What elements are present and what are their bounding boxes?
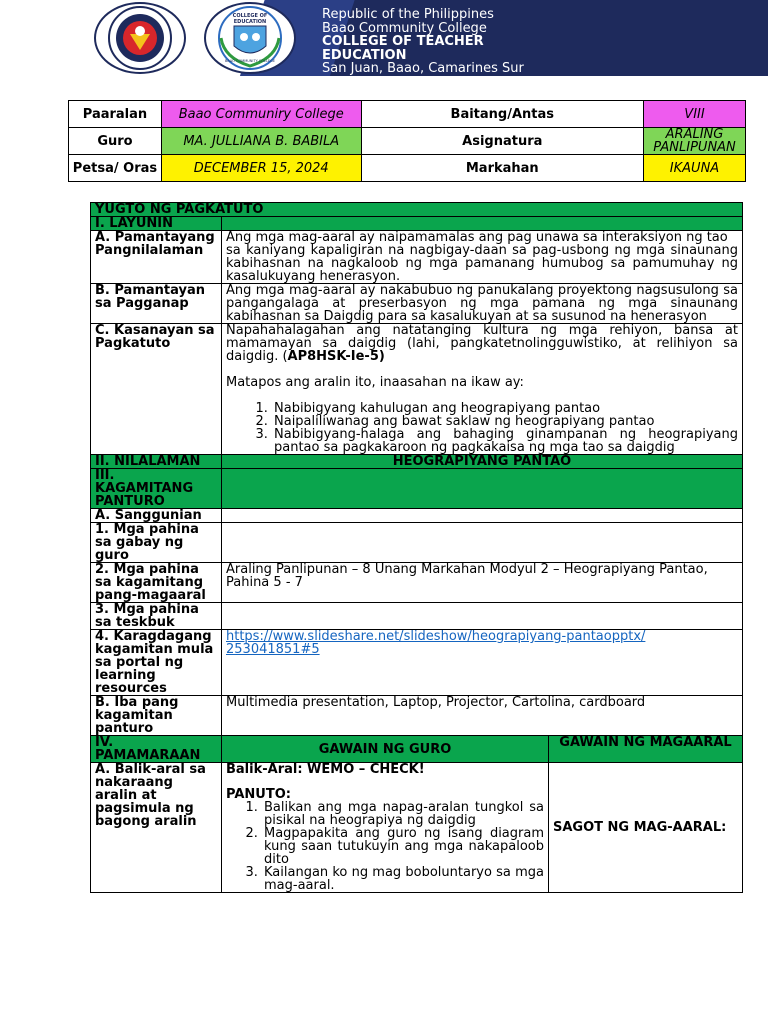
slideshare-link-line1[interactable]: https://www.slideshare.net/slideshow/heograpiyang-pantaopptx/ <box>226 629 646 644</box>
table-row <box>91 603 743 630</box>
slideshare-link[interactable] <box>226 629 645 657</box>
table-row <box>91 763 743 893</box>
matapos-text: Matapos ang aralin ito, inaasahan na ikaw ay: <box>226 375 524 390</box>
iba-label: B. Iba pang kagamitan panturo <box>91 696 222 736</box>
table-row <box>91 231 743 284</box>
layunin-header: I. LAYUNIN <box>91 217 222 231</box>
table-row <box>91 509 743 523</box>
table-row <box>91 523 743 563</box>
nilalaman-label: II. NILALAMAN <box>91 455 222 469</box>
list-item: 3. Nabibigyang-halaga ang bahaging ginampanan ng heograpiyang pantao sa pagkakaroon ng pagkakaisa ng mga tao sa daigdig <box>272 428 738 454</box>
table-row <box>91 563 743 603</box>
table-row <box>91 696 743 736</box>
sanggunian-cell <box>222 509 743 523</box>
petsa-value: DECEMBER 15, 2024 <box>161 155 361 182</box>
kagamitang-pang-text: Araling Panlipunan – 8 Unang Markahan Modyul 2 – Heograpiyang Pantao, Pahina 5 - 7 <box>222 563 743 603</box>
paaralan-value: Baao Communiry College <box>161 101 361 128</box>
cte-line: COLLEGE OF TEACHER <box>322 34 484 49</box>
objectives-list <box>226 402 738 454</box>
table-row <box>91 203 743 217</box>
logo2-bottom-text: BAAO COMMUNITY COLLEGE <box>224 59 276 63</box>
list-item: 1. Nabibigyang kahulugan ang heograpiyang pantao <box>272 402 738 415</box>
nilalaman-value: HEOGRAPIYANG PANTAO <box>222 455 743 469</box>
pamantayang-label: A. Pamantayang Pangnilalaman <box>91 231 222 284</box>
baao-community-college-logo <box>94 2 186 74</box>
header-banner <box>0 0 768 76</box>
gawain-guro-header: GAWAIN NG GURO <box>222 736 549 763</box>
table-row <box>91 324 743 455</box>
lesson-plan-table <box>90 202 743 893</box>
teskbuk-cell <box>222 603 743 630</box>
balik-cell <box>222 763 549 893</box>
kasanayan-label: C. Kasanayan sa Pagkatuto <box>91 324 222 455</box>
markahan-label: Markahan <box>361 155 643 182</box>
table-row <box>69 128 746 155</box>
table-row <box>91 217 743 231</box>
table-row <box>69 101 746 128</box>
karagdagang-label: 4. Karagdagang kagamitan mula sa portal ng learning resources <box>91 630 222 696</box>
pamantayang-text-1: Ang mga mag-aaral ay naipamamalas ang pag unawa sa interaksiyon ng tao <box>226 230 728 245</box>
college-seal-icon <box>96 4 184 72</box>
table-row <box>91 736 743 763</box>
guro-label: Guro <box>69 128 162 155</box>
markahan-value: IKAUNA <box>644 155 746 182</box>
logo2-mid-text: EDUCATION <box>233 19 267 25</box>
pagganap-text: Ang mga mag-aaral ay nakabubuo ng panukalang proyektong nagsusulong sa pangangalaga at preserbasyon ng mga pamana ng mga sinaunang kabihasnan sa Daigdig para sa kasalukuyan at sa susunod na henerasyon <box>222 284 743 324</box>
slideshare-link-line2[interactable]: 253041851#5 <box>226 642 320 657</box>
teskbuk-label: 3. Mga pahina sa teskbuk <box>91 603 222 630</box>
table-row <box>91 630 743 696</box>
list-item: 2. Naipaliliwanag ang bawat saklaw ng heograpiyang pantao <box>272 415 738 428</box>
education-line: EDUCATION <box>322 47 407 63</box>
sanggunian-label: A. Sanggunian <box>91 509 222 523</box>
gabay-label: 1. Mga pahina sa gabay ng guro <box>91 523 222 563</box>
institution-header-text <box>322 8 524 76</box>
pamantayang-cell <box>222 231 743 284</box>
pamantayang-text-2: sa kaniyang kapaligiran na nagbigay-daan sa pag-usbong ng mga sinaunang kabihasnan na nagkaloob ng mga pamanang humubog sa pamumuhay ng kasalukuyang henerasyon. <box>226 243 738 284</box>
panuto-list <box>226 801 544 892</box>
layunin-header-fill <box>222 217 743 231</box>
kasanayan-desc: Napahahalagahan ang natatanging kultura ng mga rehiyon, bansa at mamamayan sa daigdig (lahi, pangkatetnolingguwistiko, at relihiyon sa daigdig. ( <box>226 323 738 364</box>
baitang-label: Baitang/Antas <box>361 101 643 128</box>
baitang-value: VIII <box>644 101 746 128</box>
kagamitang-label: III. KAGAMITANG PANTURO <box>91 469 222 509</box>
republic-line: Republic of the Philippines <box>322 7 494 22</box>
petsa-label: Petsa/ Oras <box>69 155 162 182</box>
list-item: 2. Magpapakita ang guro ng isang diagram kung saan tutukuyin ang mga nakapaloob dito <box>262 827 544 866</box>
asignatura-label: Asignatura <box>361 128 643 155</box>
karagdagang-cell <box>222 630 743 696</box>
iba-text: Multimedia presentation, Laptop, Projector, Cartolina, cardboard <box>222 696 743 736</box>
pagganap-label: B. Pamantayan sa Pagganap <box>91 284 222 324</box>
table-row <box>91 455 743 469</box>
asignatura-value: ARALING PANLIPUNAN <box>644 128 746 155</box>
college-of-education-logo <box>204 2 296 74</box>
table-row <box>91 284 743 324</box>
college-line: Baao Community College <box>322 20 487 36</box>
panuto-title: PANUTO: <box>226 787 291 802</box>
sagot-label: SAGOT NG MAG-AARAL: <box>549 763 743 893</box>
table-row <box>91 469 743 509</box>
kasanayan-text <box>226 324 738 363</box>
guro-value: MA. JULLIANA B. BABILA <box>161 128 361 155</box>
kasanayan-cell <box>222 324 743 455</box>
kagamitang-pang-label: 2. Mga pahina sa kagamitang pang-magaaral <box>91 563 222 603</box>
table-row <box>69 155 746 182</box>
yugto-header: YUGTO NG PAGKATUTO <box>91 203 743 217</box>
kagamitang-fill <box>222 469 743 509</box>
gawain-magaaral-header: GAWAIN NG MAGAARAL <box>549 736 743 763</box>
kasanayan-code: AP8HSK-Ie-5) <box>287 349 385 364</box>
address-line: San Juan, Baao, Camarines Sur <box>322 61 524 76</box>
pamamaraan-label: IV. PAMAMARAAN <box>91 736 222 763</box>
balik-title: Balik-Aral: WEMO – CHECK! <box>226 762 425 777</box>
lesson-info-table <box>68 100 746 182</box>
paaralan-label: Paaralan <box>69 101 162 128</box>
gabay-cell <box>222 523 743 563</box>
list-item: 3. Kailangan ko ng mag boboluntaryo sa mga mag-aaral. <box>262 866 544 892</box>
logo2-top-text: COLLEGE OF <box>232 13 268 19</box>
balik-label: A. Balik-aral sa nakaraang aralin at pagsimula ng bagong aralin <box>91 763 222 893</box>
list-item: 1. Balikan ang mga napag-aralan tungkol sa pisikal na heograpiya ng daigdig <box>262 801 544 827</box>
